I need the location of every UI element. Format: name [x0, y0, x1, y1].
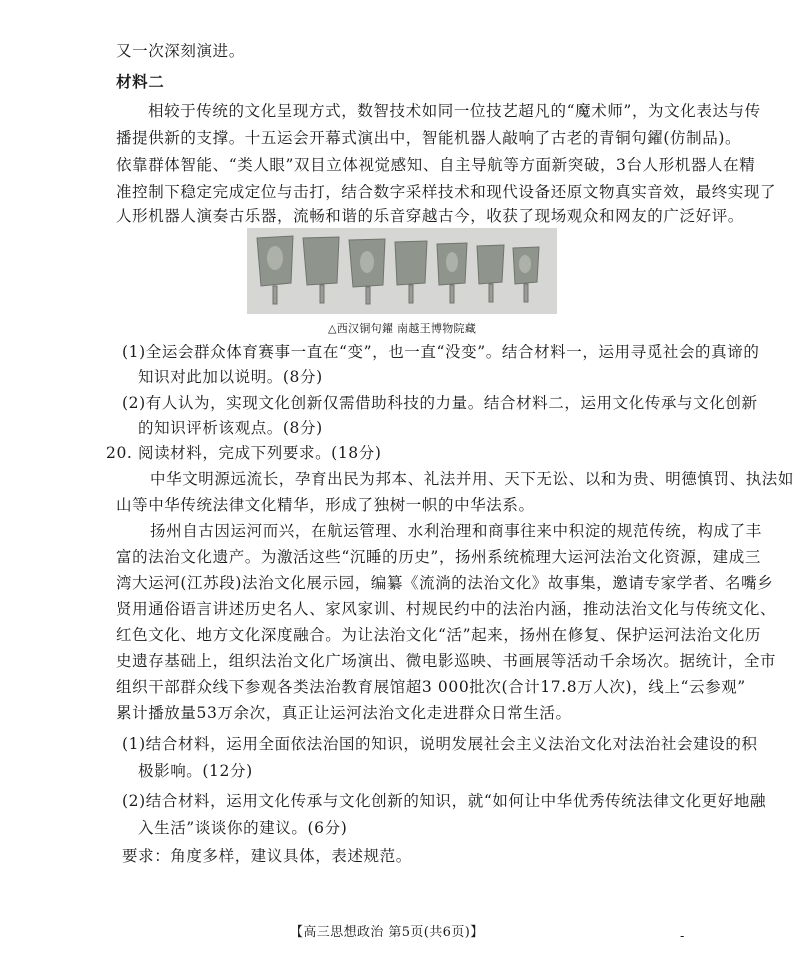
q19-sub2-line-2: 的知识评析该观点。(8分)	[138, 419, 323, 437]
material2-line-3: 依靠群体智能、“类人眼”双目立体视觉感知、自主导航等方面新突破，3台人形机器人在精	[116, 156, 756, 174]
q20-para2-line-1: 扬州自古因运河而兴，在航运管理、水利治理和商事往来中积淀的规范传统，构成了丰	[150, 522, 762, 540]
material2-line-4: 准控制下稳定完成定位与击打，结合数字采样技术和现代设备还原文物真实音效，最终实现了	[116, 183, 777, 201]
q20-para1-line-1: 中华文明源远流长，孕育出民为邦本、礼法并用、天下无讼、以和为贵、明德慎罚、执法如	[150, 470, 795, 488]
q19-sub2-line-1: (2)有人认为，实现文化创新仅需借助科技的力量。结合材料二，运用文化传承与文化创新	[122, 394, 758, 412]
q19-sub1-line-1: (1)全运会群众体育赛事一直在“变”，也一直“没变”。结合材料一，运用寻觅社会的真谛的	[122, 343, 760, 361]
material2-line-2: 播提供新的支撑。十五运会开幕式演出中，智能机器人敲响了古老的青铜句鑃(仿制品)。	[116, 129, 742, 147]
image-caption: △西汉铜句鑃 南越王博物院藏	[328, 322, 477, 335]
q20-para1-line-2: 山等中华传统法律文化精华，形成了独树一帜的中华法系。	[116, 496, 535, 514]
material2-line-1: 相较于传统的文化呈现方式，数智技术如同一位技艺超凡的“魔术师”，为文化表达与传	[148, 102, 761, 120]
q19-sub1-line-2: 知识对此加以说明。(8分)	[138, 368, 323, 386]
material2-line-5: 人形机器人演奏古乐器，流畅和谐的乐音穿越古今，收获了现场观众和网友的广泛好评。	[116, 207, 744, 225]
q20-sub2-line-2: 入生活”谈谈你的建议。(6分)	[138, 819, 348, 837]
q20-para2-line-2: 富的法治文化遗产。为激活这些“沉睡的历史”，扬州系统梳理大运河法治文化资源，建成三	[116, 548, 761, 566]
q20-sub1-line-2: 极影响。(12分)	[138, 762, 253, 780]
material2-heading: 材料二	[116, 72, 165, 91]
q20-sub2-line-1: (2)结合材料，运用文化传承与文化创新的知识，就“如何让中华优秀传统法律文化更好地融	[122, 792, 767, 810]
q20-requirement: 要求：角度多样，建议具体，表述规范。	[122, 847, 412, 865]
q20-stem: 20. 阅读材料，完成下列要求。(18分)	[106, 444, 382, 462]
q20-para2-line-5: 红色文化、地方文化深度融合。为让法治文化“活”起来，扬州在修复、保护运河法治文化历	[116, 626, 761, 644]
q20-para2-line-4: 贤用通俗语言讲述历史名人、家风家训、村规民约中的法治内涵，推动法治文化与传统文化、	[116, 600, 777, 618]
q20-sub1-line-1: (1)结合材料，运用全面依法治国的知识，说明发展社会主义法治文化对法治社会建设的积	[122, 735, 758, 753]
material1-tail: 又一次深刻演进。	[116, 42, 245, 60]
page-footer: 【高三思想政治 第5页(共6页)】	[290, 925, 484, 940]
bronze-bells-photo	[247, 228, 557, 314]
q20-para2-line-7: 组织干部群众线下参观各类法治教育展馆超3 000批次(合计17.8万人次)，线上“云参观”	[116, 678, 746, 696]
footer-mark: -	[680, 929, 685, 944]
q20-para2-line-3: 湾大运河(江苏段)法治文化展示园，编纂《流淌的法治文化》故事集，邀请专家学者、名嘴乡	[116, 574, 774, 592]
q20-para2-line-8: 累计播放量53万余次，真正让运河法治文化走进群众日常生活。	[116, 704, 572, 722]
q20-para2-line-6: 史遗存基础上，组织法治文化广场演出、微电影巡映、书画展等活动千余场次。据统计，全市	[116, 652, 777, 670]
